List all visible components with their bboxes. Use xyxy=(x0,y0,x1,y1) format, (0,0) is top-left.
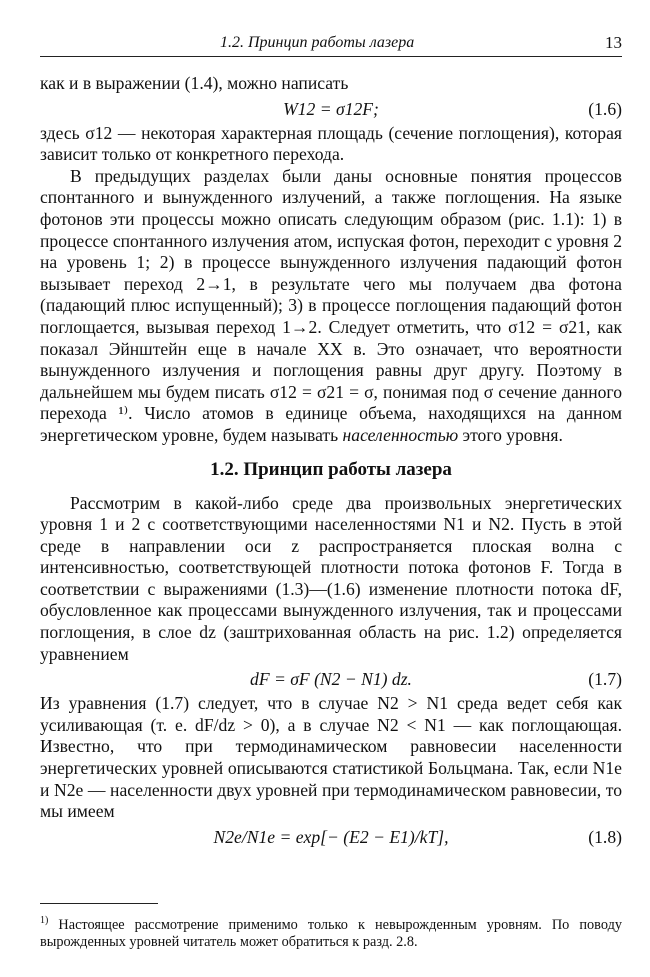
paragraph-tail: этого уровня. xyxy=(458,424,563,445)
footnote-text: Настоящее рассмотрение применимо только к невырожденным уровням. По поводу вырожденных уровней читатель может обратиться к разд. 2.8. xyxy=(40,916,622,950)
equation-formula: N2e/N1e = exp[− (E2 − E1)/kT], xyxy=(213,826,449,847)
footnote xyxy=(40,912,622,951)
intro-line: как и в выражении (1.4), можно написать xyxy=(40,73,349,93)
equation-formula: dF = σF (N2 − N1) dz. xyxy=(250,669,412,690)
running-header xyxy=(40,30,622,57)
paragraph: Из уравнения (1.7) следует, что в случае N2 > N1 среда ведет себя как усиливающая (т. е. dF/dz > 0), а в случае N2 < N1 — как поглощающая. Известно, что при термодинамическом равновесии населенности энергетических уровней описываются статистикой Больцмана. Так, если N1e и N2e — населенности двух уровней при термодинамическом равновесии, то мы имеем xyxy=(40,693,622,822)
equation-1-6 xyxy=(40,95,622,123)
main-text xyxy=(40,73,622,851)
equation-1-7 xyxy=(40,665,622,693)
equation-formula: W12 = σ12F; xyxy=(283,98,379,119)
footnote-rule xyxy=(40,903,158,904)
equation-number: (1.6) xyxy=(588,98,622,119)
paragraph: здесь σ12 — некоторая характерная площадь (сечение поглощения), которая зависит только от конкретного перехода. xyxy=(40,122,622,165)
paragraph: Рассмотрим в какой-либо среде два произвольных энергетических уровня 1 и 2 с соответствующими населенностями N1 и N2. Пусть в этой среде в направлении оси z распространяется плоская волна с интенсивностью, соответствующей плотности потока фотонов F. Тогда в соответствии с выражениями (1.3)—(1.6) изменение плотности потока dF, обусловленное как процессами вынужденного излучения, так и процессами поглощения, в слое dz (заштрихованная область на рис. 1.2) определяется уравнением xyxy=(40,492,622,664)
paragraph-text: В предыдущих разделах были даны основные понятия процессов спонтанного и вынужденного излучений, а также поглощения. На языке фотонов эти процессы можно описать следующим образом (рис. 1.1): 1) в процессе спонтанного излучения атом, испуская фотон, переходит с уровня 2 на уровень 1; 2) в процессе вынужденного излучения падающий фотон вызывает переход 2→1, в результате чего мы получаем два фотона (падающий плюс испущенный); 3) в процессе поглощения падающий фотон поглощается, вызывая переход 1→2. Следует отметить, что σ12 = σ21, как показал Эйнштейн еще в начале XX в. Это означает, что вероятности вынужденного излучения и поглощения равны друг другу. Поэтому в дальнейшем мы будем писать σ12 = σ21 = σ, понимая под σ сечение данного перехода ¹⁾. Число атомов в единице объема, находящихся на данном энергетическом уровне, будем называть xyxy=(40,165,622,445)
section-heading: 1.2. Принцип работы лазера xyxy=(210,458,452,480)
emphasis-term: населенностью xyxy=(342,424,459,445)
paragraph xyxy=(40,166,622,447)
page-number: 13 xyxy=(605,33,622,52)
footnote-mark: 1) xyxy=(40,915,49,926)
equation-number: (1.8) xyxy=(588,826,622,847)
equation-number: (1.7) xyxy=(588,669,622,690)
equation-1-8 xyxy=(40,823,622,851)
running-title: 1.2. Принцип работы лазера xyxy=(220,34,415,51)
